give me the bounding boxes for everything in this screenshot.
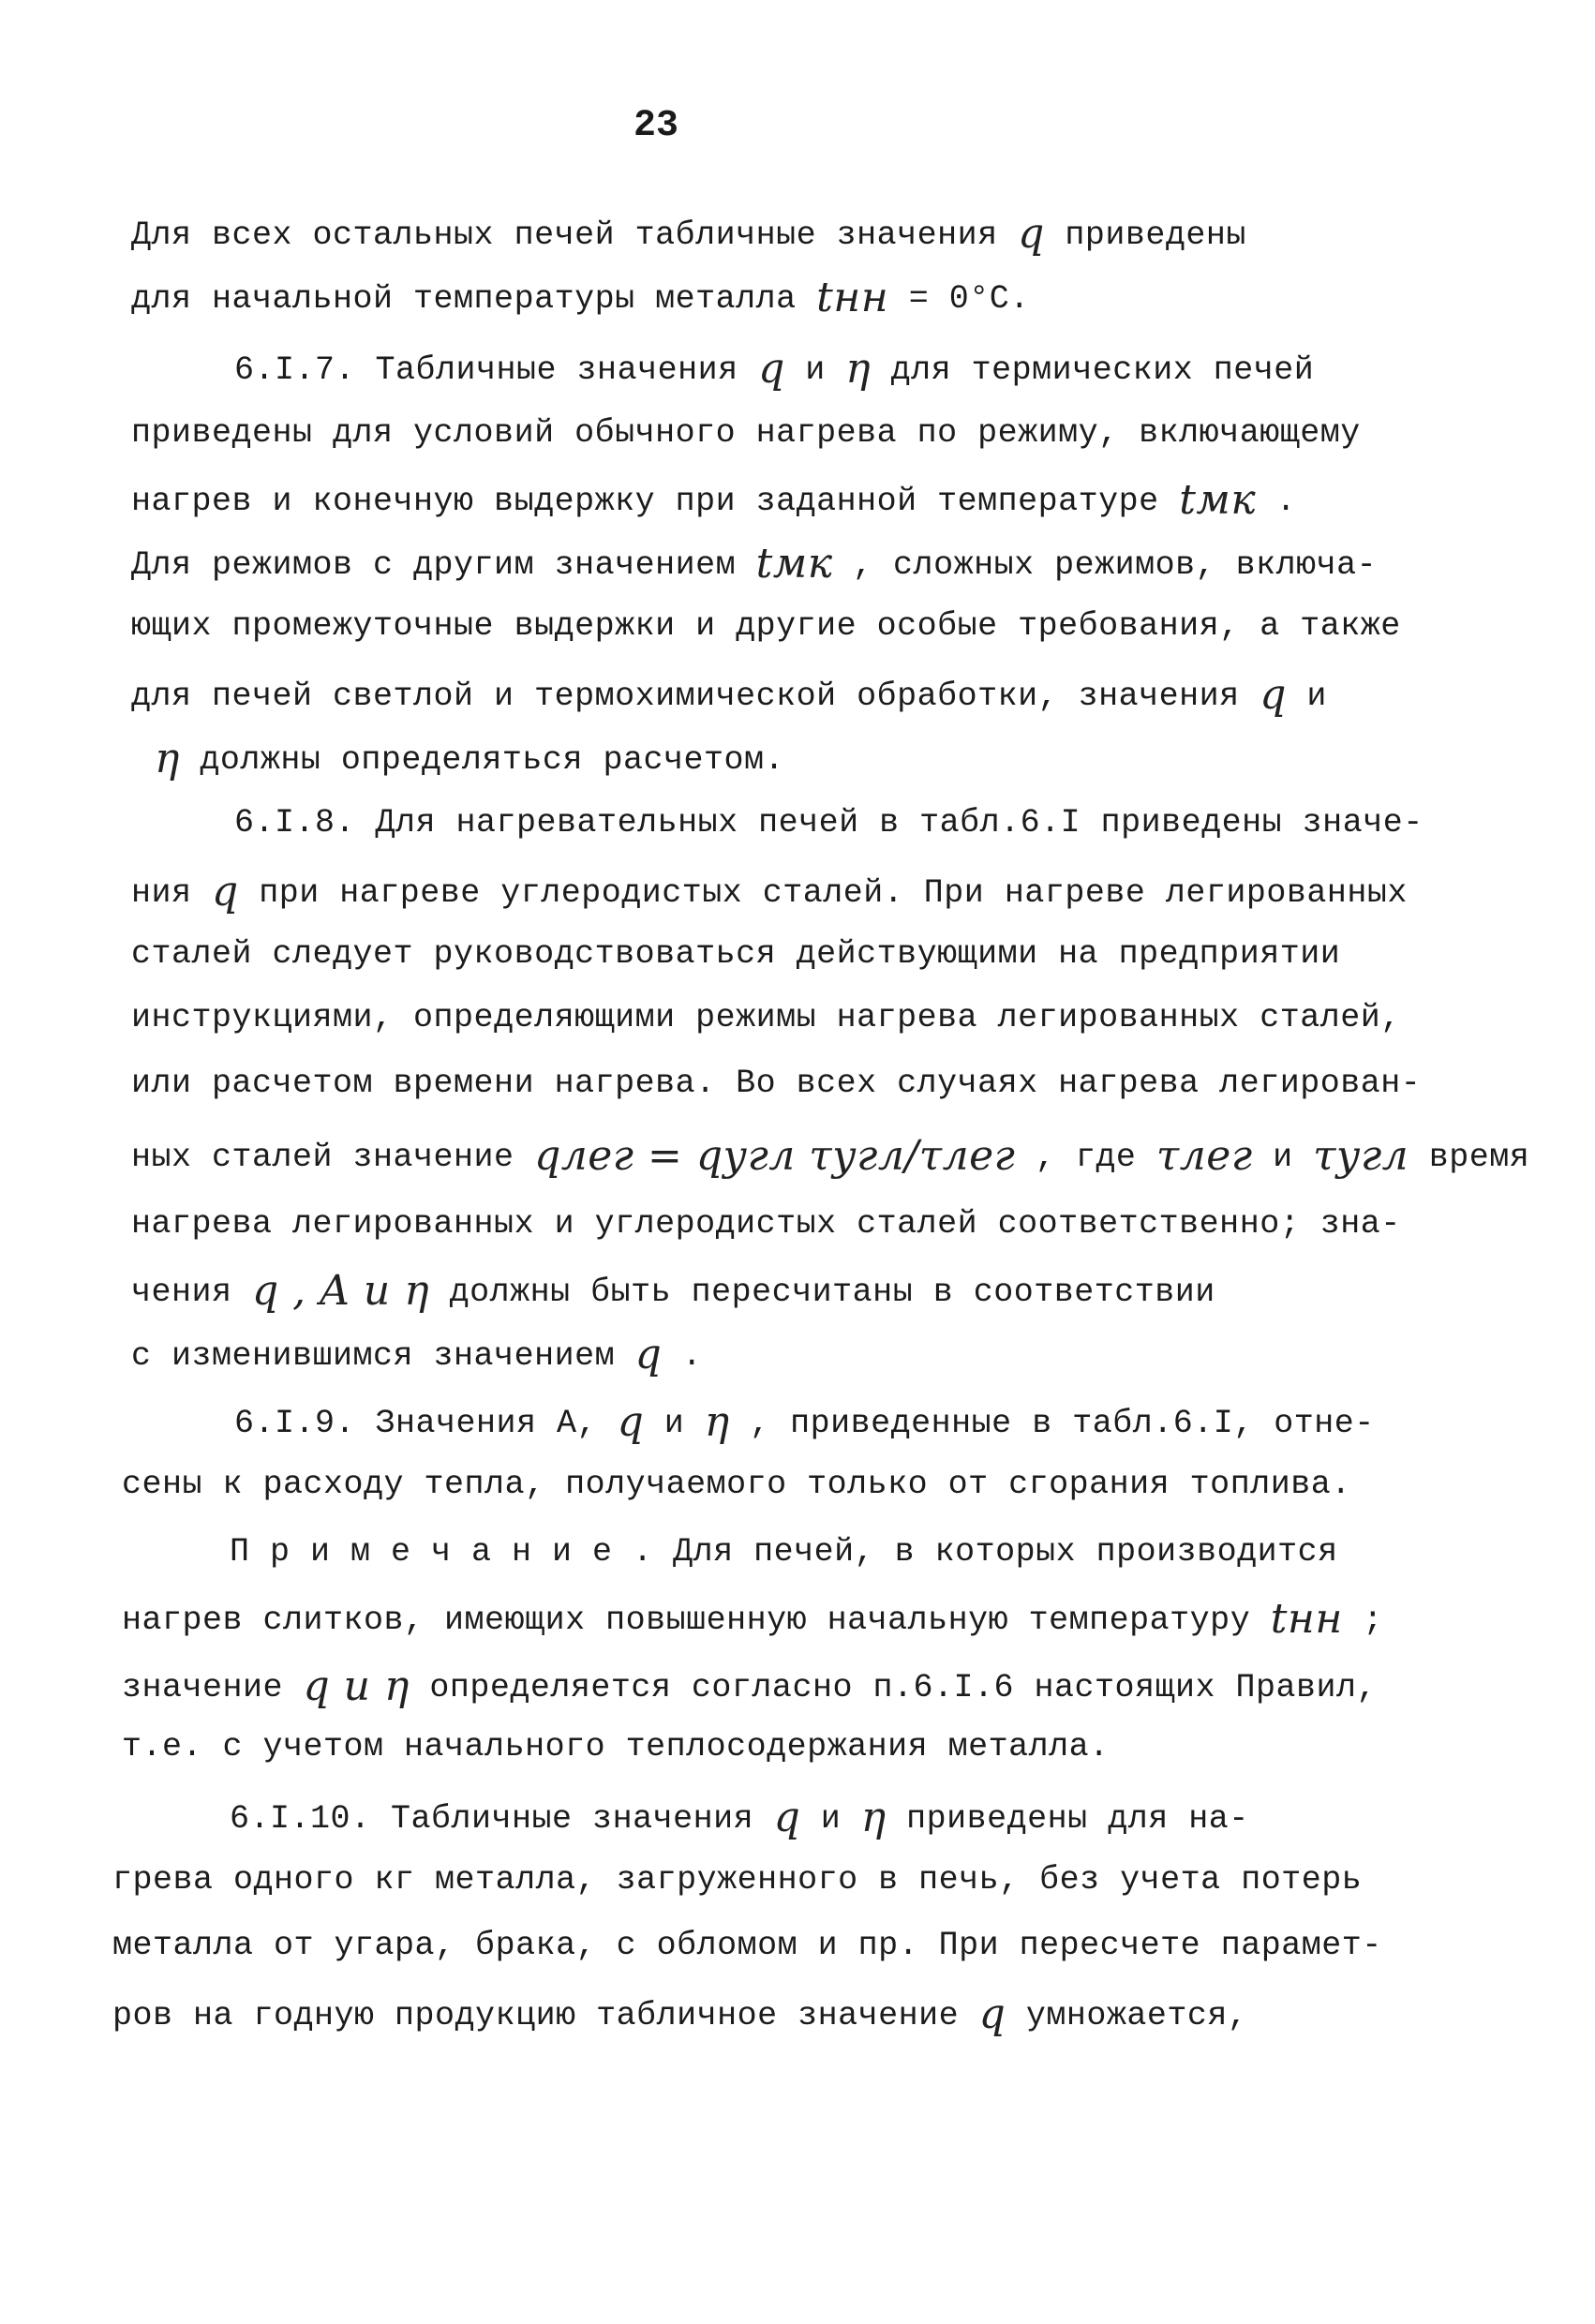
text-line: ров на годную продукцию табличное значение q умножается, (112, 1990, 1248, 2038)
text-line: нагрев слитков, имеющих повышенную начальную температуру tнн ; (122, 1595, 1383, 1643)
handwritten-eta: η (845, 345, 872, 393)
handwritten-q: q (617, 1398, 645, 1446)
text-line: сталей следует руководствоваться действующими на предприятии (131, 935, 1341, 973)
text-line: нагрев и конечную выдержку при заданной температуре tмк . (131, 476, 1297, 524)
handwritten-q: q (773, 1794, 801, 1841)
text-line: 6.I.10. Табличные значения q и η приведены для на- (230, 1794, 1249, 1841)
text-line: инструкциями, определяющими режимы нагрева легированных сталей, (131, 999, 1401, 1036)
handwritten-q: q (1260, 671, 1287, 719)
text-line: с изменившимся значением q . (131, 1331, 703, 1378)
text-line: 6.I.7. Табличные значения q и η для термических печей (234, 345, 1315, 393)
text-line: Для режимов с другим значением tмк , сложных режимов, включа- (131, 540, 1378, 588)
text-line: значение q и η определяется согласно п.6.I.6 настоящих Правил, (122, 1662, 1378, 1710)
text-line: ющих промежуточные выдержки и другие особые требования, а также (131, 607, 1401, 645)
handwritten-q: q (1018, 210, 1045, 258)
text-line: чения q , A и η должны быть пересчитаны в соответствии (131, 1267, 1215, 1315)
handwritten-tau-ugl: τугл (1313, 1132, 1409, 1180)
text-line: 6.I.9. Значения A, q и η , приведенные в табл.6.I, отне- (234, 1398, 1375, 1446)
text-line: металла от угара, брака, с обломом и пр. При пересчете парамет- (112, 1927, 1382, 1964)
handwritten-t-mk: tмк (755, 540, 833, 588)
handwritten-tau-leg: τлег (1155, 1132, 1253, 1180)
text-line: нагрева легированных и углеродистых сталей соответственно; зна- (131, 1205, 1401, 1243)
handwritten-t-nn: tнн (816, 274, 889, 321)
handwritten-q: q (634, 1331, 663, 1378)
text-line: П р и м е ч а н и е . Для печей, в которых производится (230, 1533, 1338, 1571)
handwritten-t-nn: tнн (1270, 1595, 1343, 1643)
text-line: приведены для условий обычного нагрева по режиму, включающему (131, 414, 1361, 452)
text-line: для печей светлой и термохимической обработки, значения q и (131, 671, 1327, 719)
handwritten-q: q (212, 868, 239, 916)
text-line: ных сталей значение qлег = qугл τугл/τлег , где τлег и τугл время (131, 1132, 1530, 1180)
text-line: η должны определяться расчетом. (155, 735, 784, 782)
text-line: ния q при нагреве углеродистых сталей. При нагреве легированных (131, 868, 1408, 916)
text-line: Для всех остальных печей табличные значения q приведены (131, 210, 1246, 258)
text-line: сены к расходу тепла, получаемого только от сгорания топлива. (122, 1466, 1351, 1503)
page-number: 23 (633, 105, 678, 147)
text-line: для начальной температуры металла tнн = 0°C. (131, 274, 1030, 321)
text-line: грева одного кг металла, загруженного в печь, без учета потерь (112, 1861, 1363, 1899)
handwritten-q: q (978, 1990, 1006, 2038)
text-line: 6.I.8. Для нагревательных печей в табл.6.I приведены значе- (234, 804, 1424, 842)
handwritten-q-eta: q и η (303, 1662, 410, 1710)
handwritten-q-a-eta: q , A и η (252, 1267, 430, 1315)
text-line: т.е. с учетом начального теплосодержания металла. (122, 1728, 1110, 1765)
handwritten-q: q (758, 345, 785, 393)
handwritten-t-mk: tмк (1179, 476, 1257, 524)
handwritten-eta: η (704, 1398, 730, 1446)
handwritten-eta: η (860, 1794, 887, 1841)
handwritten-eta: η (155, 735, 180, 782)
handwritten-formula: qлег = qугл τугл/τлег (534, 1132, 1016, 1180)
text-line: или расчетом времени нагрева. Во всех случаях нагрева легирован- (131, 1065, 1422, 1102)
